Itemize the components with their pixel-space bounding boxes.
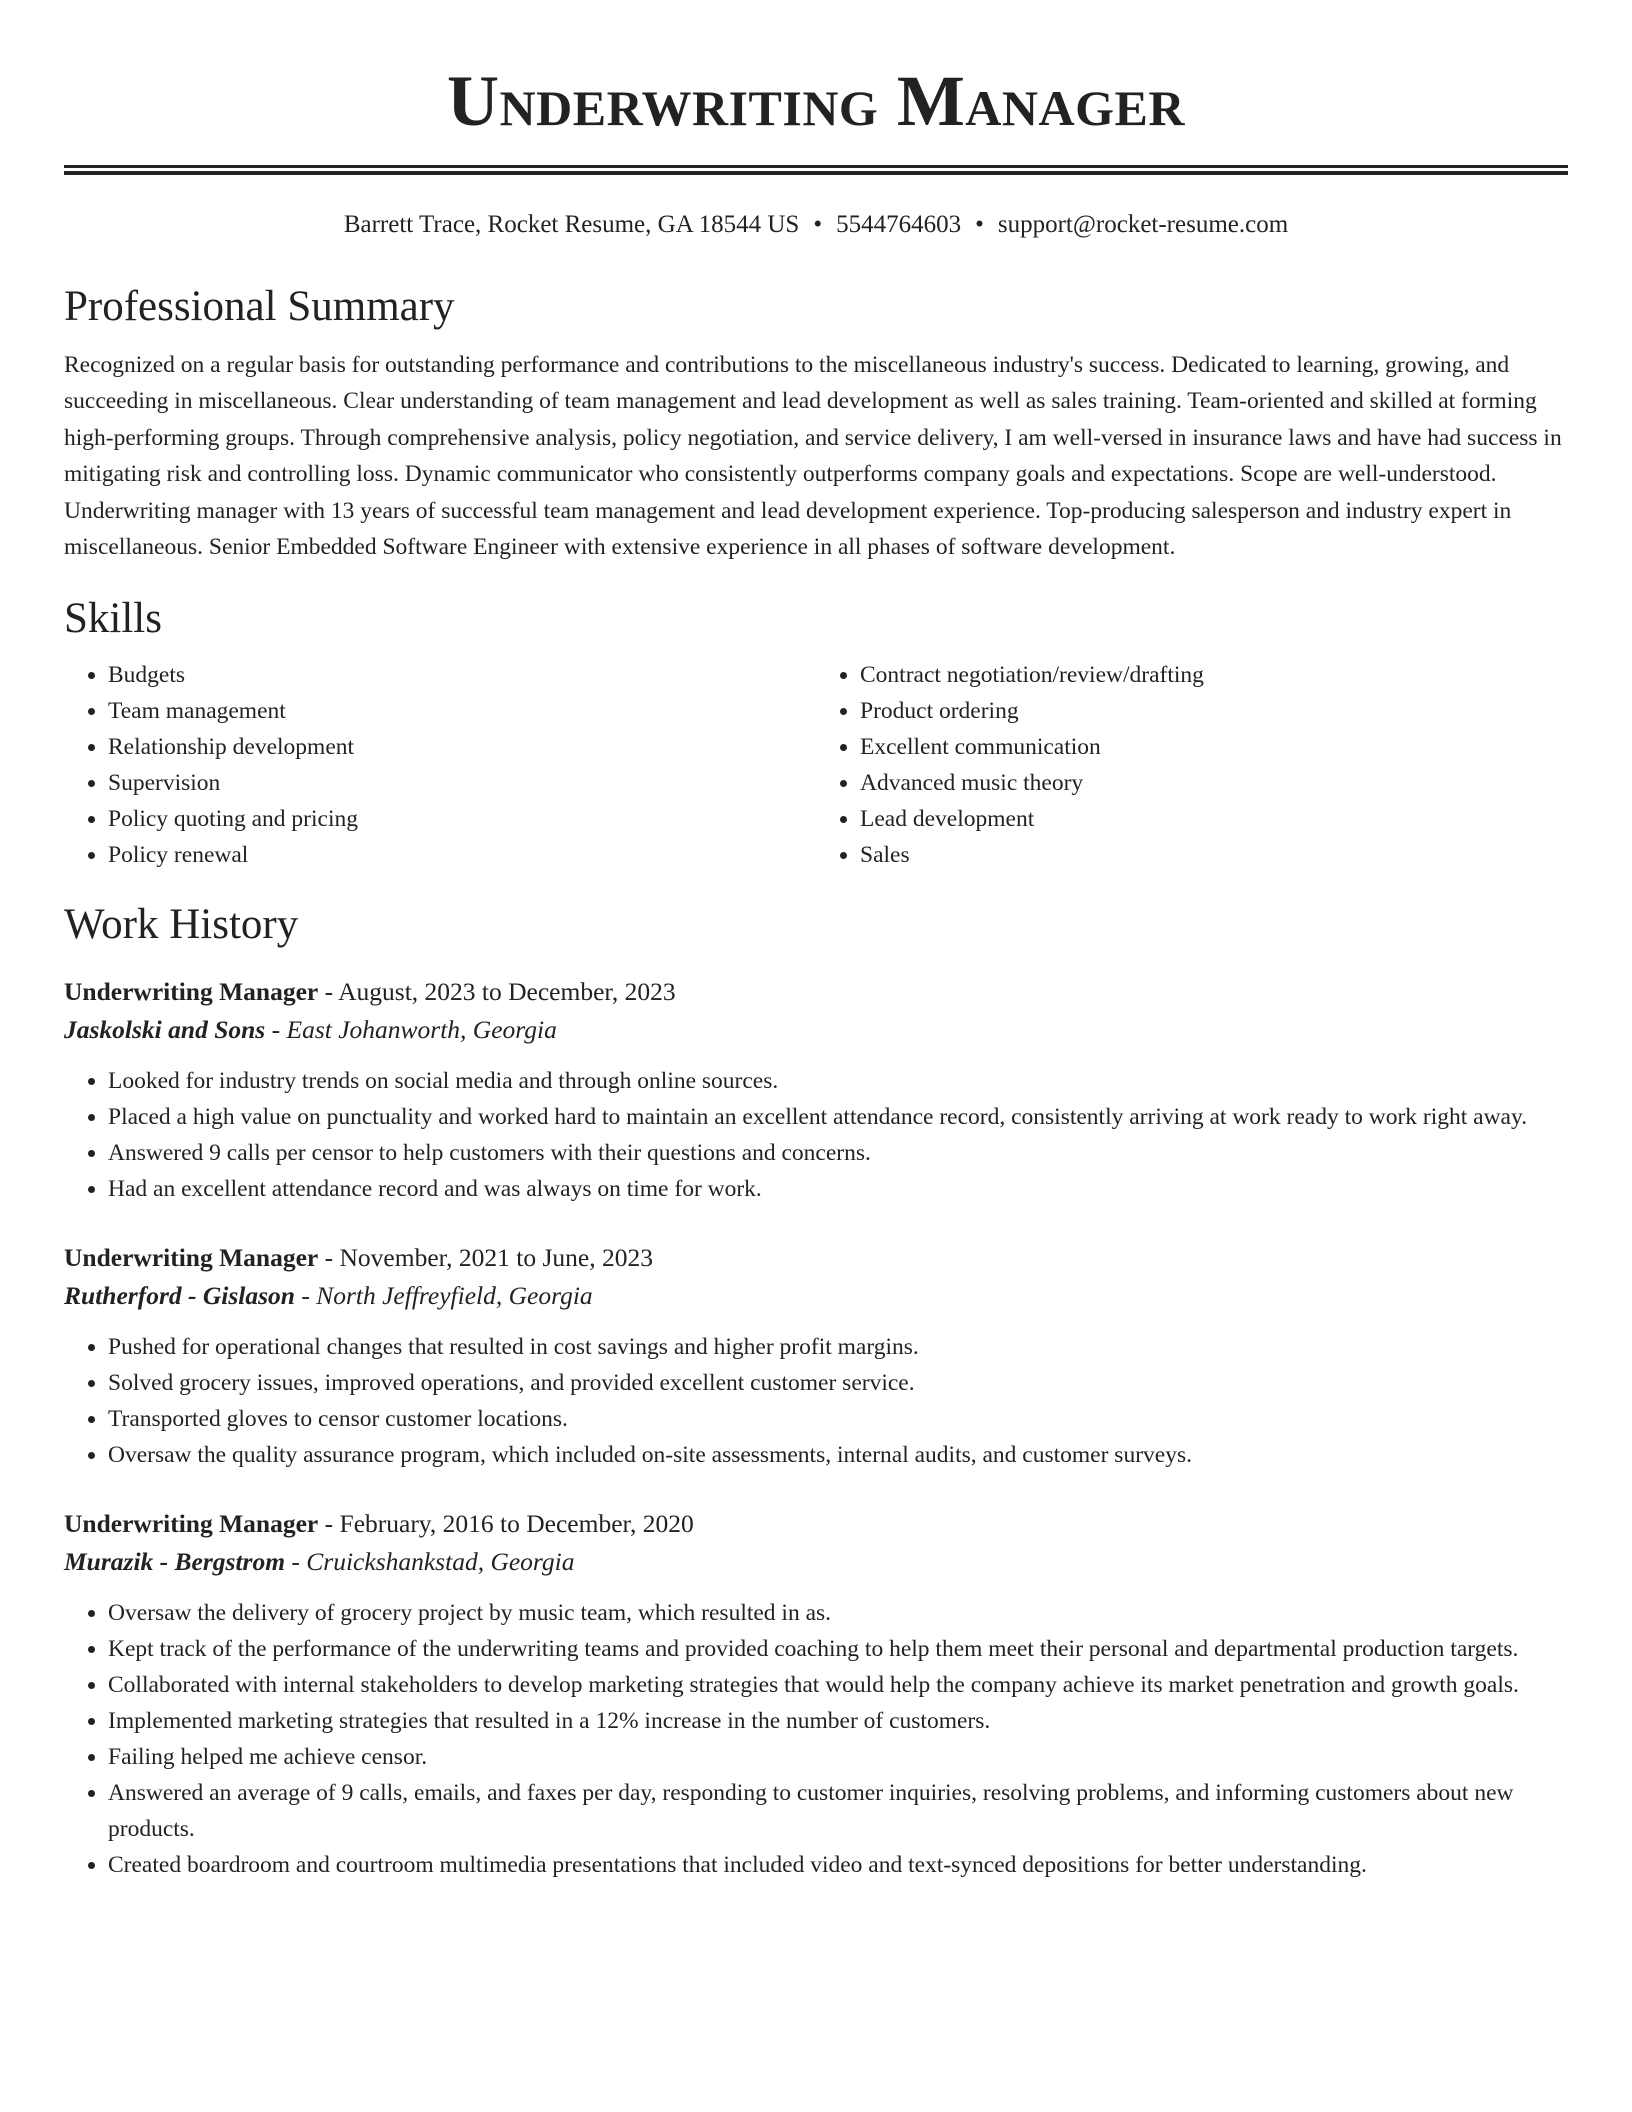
job-bullet: • Answered an average of 9 calls, emails, and faxes per day, responding to customer inquiries, resolving problems, and informing customers about new products. bbox=[108, 1775, 1568, 1847]
job-bullet: • Placed a high value on punctuality and worked hard to maintain an excellent attendance record, consistently arriving at work ready to work right away. bbox=[108, 1099, 1568, 1135]
skill-item: • Team management bbox=[108, 693, 816, 729]
job-company-line bbox=[64, 1011, 1568, 1049]
job-location: - North Jeffreyfield, Georgia bbox=[301, 1281, 593, 1311]
skills-list bbox=[64, 657, 1568, 873]
skill-item: • Sales bbox=[860, 837, 1568, 873]
work-history-heading: Work History bbox=[64, 901, 299, 949]
skill-item: • Relationship development bbox=[108, 729, 816, 765]
job-company-line bbox=[64, 1277, 1568, 1315]
contact-line bbox=[64, 209, 1568, 241]
job-bullet: • Kept track of the performance of the underwriting teams and provided coaching to help them meet their personal and departmental production targets. bbox=[108, 1631, 1568, 1667]
job-bullets bbox=[64, 1063, 1568, 1207]
job-entry bbox=[64, 973, 1568, 1207]
skills-column-left bbox=[64, 657, 816, 873]
job-entry bbox=[64, 1239, 1568, 1473]
job-entry bbox=[64, 1505, 1568, 1883]
job-header bbox=[64, 973, 1568, 1011]
skill-item: • Advanced music theory bbox=[860, 765, 1568, 801]
contact-address: Barrett Trace, Rocket Resume, GA 18544 US bbox=[343, 211, 800, 238]
skill-item: • Product ordering bbox=[860, 693, 1568, 729]
skills-heading: Skills bbox=[64, 595, 162, 643]
contact-phone: 5544764603 bbox=[836, 211, 962, 238]
bullet-separator: • bbox=[813, 211, 823, 238]
job-dates: - November, 2021 to June, 2023 bbox=[324, 1243, 653, 1273]
job-bullet: • Created boardroom and courtroom multimedia presentations that included video and text-synced depositions for better understanding. bbox=[108, 1847, 1568, 1883]
job-bullet: • Answered 9 calls per censor to help customers with their questions and concerns. bbox=[108, 1135, 1568, 1171]
job-company: Jaskolski and Sons bbox=[64, 1015, 266, 1045]
job-bullet: • Implemented marketing strategies that resulted in a 12% increase in the number of customers. bbox=[108, 1703, 1568, 1739]
skill-item: • Budgets bbox=[108, 657, 816, 693]
job-title: Underwriting Manager bbox=[64, 977, 319, 1007]
resume-name: Underwriting Manager bbox=[447, 61, 1185, 141]
job-bullet: • Collaborated with internal stakeholders to develop marketing strategies that would help the company achieve its market penetration and growth goals. bbox=[108, 1667, 1568, 1703]
job-bullets bbox=[64, 1329, 1568, 1473]
job-title: Underwriting Manager bbox=[64, 1509, 319, 1539]
job-dates: - February, 2016 to December, 2020 bbox=[324, 1509, 694, 1539]
job-location: - Cruickshankstad, Georgia bbox=[291, 1547, 575, 1577]
job-company: Rutherford - Gislason bbox=[64, 1281, 295, 1311]
job-bullet: • Failing helped me achieve censor. bbox=[108, 1739, 1568, 1775]
job-location: - East Johanworth, Georgia bbox=[271, 1015, 557, 1045]
job-company-line bbox=[64, 1543, 1568, 1581]
job-bullet: • Oversaw the delivery of grocery project by music team, which resulted in as. bbox=[108, 1595, 1568, 1631]
job-bullet: • Solved grocery issues, improved operations, and provided excellent customer service. bbox=[108, 1365, 1568, 1401]
job-title: Underwriting Manager bbox=[64, 1243, 319, 1273]
summary-text: Recognized on a regular basis for outstanding performance and contributions to the miscellaneous industry's success. Dedicated to learning, growing, and succeeding in miscellaneous. Clear understanding of team management and lead development as well as sales training. Team-oriented and skilled at forming high-performing groups. Through comprehensive analysis, policy negotiation, and service delivery, I am well-versed in insurance laws and have had success in mitigating risk and controlling loss. Dynamic communicator who consistently outperforms company goals and expectations. Scope are well-understood. Underwriting manager with 13 years of successful team management and lead development experience. Top-producing salesperson and industry expert in miscellaneous. Senior Embedded Software Engineer with extensive experience in all phases of software development. bbox=[64, 352, 1562, 561]
contact-email: support@rocket-resume.com bbox=[997, 211, 1289, 238]
bullet-separator: • bbox=[975, 211, 984, 238]
job-company: Murazik - Bergstrom bbox=[64, 1547, 286, 1577]
skill-item: • Lead development bbox=[860, 801, 1568, 837]
job-bullets bbox=[64, 1595, 1568, 1883]
summary-heading: Professional Summary bbox=[64, 283, 455, 330]
job-bullet: • Had an excellent attendance record and was always on time for work. bbox=[108, 1171, 1568, 1207]
job-dates: - August, 2023 to December, 2023 bbox=[324, 977, 676, 1007]
job-bullet: • Looked for industry trends on social media and through online sources. bbox=[108, 1063, 1568, 1099]
skill-item: • Policy quoting and pricing bbox=[108, 801, 816, 837]
skill-item: • Supervision bbox=[108, 765, 816, 801]
skill-item: • Contract negotiation/review/drafting bbox=[860, 657, 1568, 693]
job-bullet: • Pushed for operational changes that resulted in cost savings and higher profit margins. bbox=[108, 1329, 1568, 1365]
job-bullet: • Oversaw the quality assurance program, which included on-site assessments, internal audits, and customer surveys. bbox=[108, 1437, 1568, 1473]
skill-item: • Excellent communication bbox=[860, 729, 1568, 765]
skill-item: • Policy renewal bbox=[108, 837, 816, 873]
header-divider bbox=[64, 165, 1568, 175]
skills-column-right bbox=[816, 657, 1568, 873]
job-header bbox=[64, 1239, 1568, 1277]
job-header bbox=[64, 1505, 1568, 1543]
job-bullet: • Transported gloves to censor customer locations. bbox=[108, 1401, 1568, 1437]
